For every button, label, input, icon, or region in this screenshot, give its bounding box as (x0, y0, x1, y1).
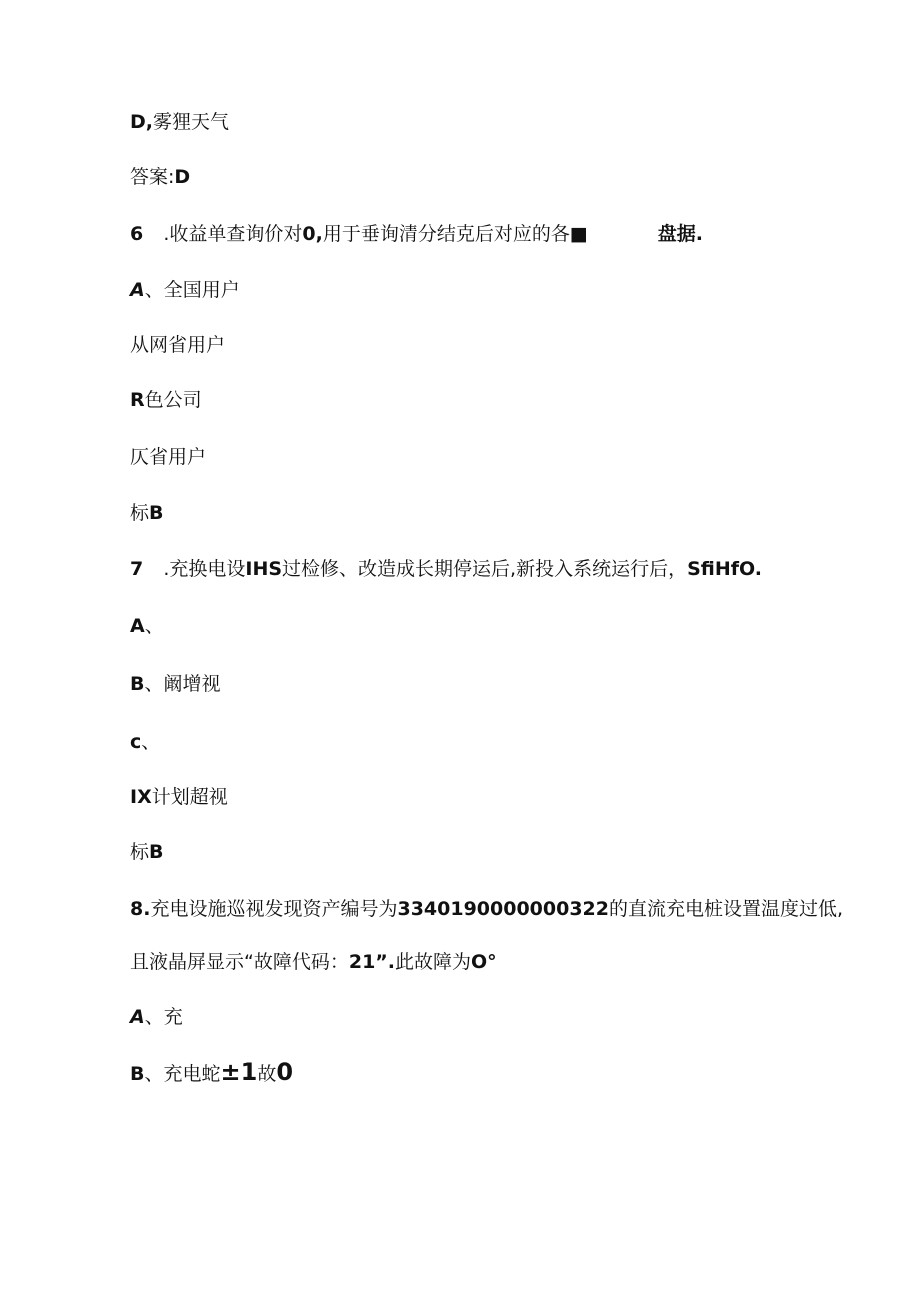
question-6 (130, 222, 703, 246)
option-letter: A (130, 1006, 145, 1028)
answer-label: 标 (130, 502, 150, 524)
question-number: 8. (130, 898, 151, 920)
answer-letter: D (174, 166, 191, 188)
asset-code: 3340190000000322 (397, 898, 609, 920)
option-letter: R (130, 389, 145, 411)
question-text-2: 的直流充电桩设置温度过低, (609, 898, 844, 920)
question-8-line-2 (130, 950, 497, 974)
q7-option-b (130, 672, 221, 696)
q6-option-c (130, 388, 202, 412)
option-letter: A (130, 279, 145, 301)
question-fragment: 0, (302, 223, 323, 245)
question-tail: 盘据. (657, 223, 704, 245)
question-tail: O° (471, 951, 497, 973)
question-text-2: 此故障为 (395, 951, 472, 973)
question-8 (130, 897, 843, 921)
question-text-2: 过检修、改造成长期停运后,新投入系统运行后， (282, 558, 688, 580)
q6-answer (130, 501, 164, 525)
option-letter: IX (130, 786, 152, 808)
option-text: 、 (144, 615, 164, 637)
option-text: 、充电蛇 (144, 1063, 221, 1085)
question-text-2: 用于垂询清分结克后对应的各 (322, 223, 570, 245)
question-text: .收益单查询价对 (163, 223, 303, 245)
option-text: 、充 (144, 1006, 183, 1028)
option-text: 仄省用户 (130, 446, 207, 468)
q8-option-b (130, 1060, 293, 1086)
q7-answer (130, 840, 164, 864)
option-letter: A (130, 615, 145, 637)
question-number: 7 (130, 558, 144, 580)
option-text: 色公司 (144, 389, 202, 411)
question-number: 6 (130, 223, 144, 245)
option-letter: c (130, 731, 142, 753)
question-text: 且液晶屏显示“故障代码： (130, 951, 349, 973)
q7-option-d (130, 785, 228, 809)
square-mark: ■ (569, 223, 588, 245)
q6-option-d (130, 445, 206, 469)
q7-option-a (130, 614, 164, 638)
option-text: 、 (141, 731, 161, 753)
answer-letter: B (149, 502, 164, 524)
option-text: 、阚增视 (144, 673, 221, 695)
option-text: 、全国用户 (144, 279, 240, 301)
option-letter: B (130, 1063, 145, 1085)
q6-option-a (130, 278, 240, 302)
option-letter: B (130, 673, 145, 695)
question-7 (130, 557, 762, 581)
answer-label: 答案: (130, 166, 175, 188)
option-text: 计划超视 (151, 786, 228, 808)
question-text: 充电设施巡视发现资产编号为 (150, 898, 398, 920)
question-text: .充换电设 (163, 558, 246, 580)
option-fragment: ±1 (220, 1058, 258, 1086)
q7-option-c (130, 730, 160, 754)
question-tail: SfiHfO. (687, 558, 762, 580)
option-d-line (130, 110, 229, 134)
answer-letter: B (149, 841, 164, 863)
answer-label: 标 (130, 841, 150, 863)
option-text: 雾狸天气 (153, 111, 230, 133)
q6-option-b (130, 333, 225, 357)
fault-code: 21”. (348, 951, 396, 973)
option-text-2: 故 (257, 1063, 277, 1085)
option-tail: 0 (276, 1058, 294, 1086)
question-fragment: IHS (245, 558, 283, 580)
q8-option-a (130, 1005, 183, 1029)
option-text: 从网省用户 (130, 334, 226, 356)
option-letter: D, (130, 111, 153, 133)
answer-line (130, 165, 190, 189)
